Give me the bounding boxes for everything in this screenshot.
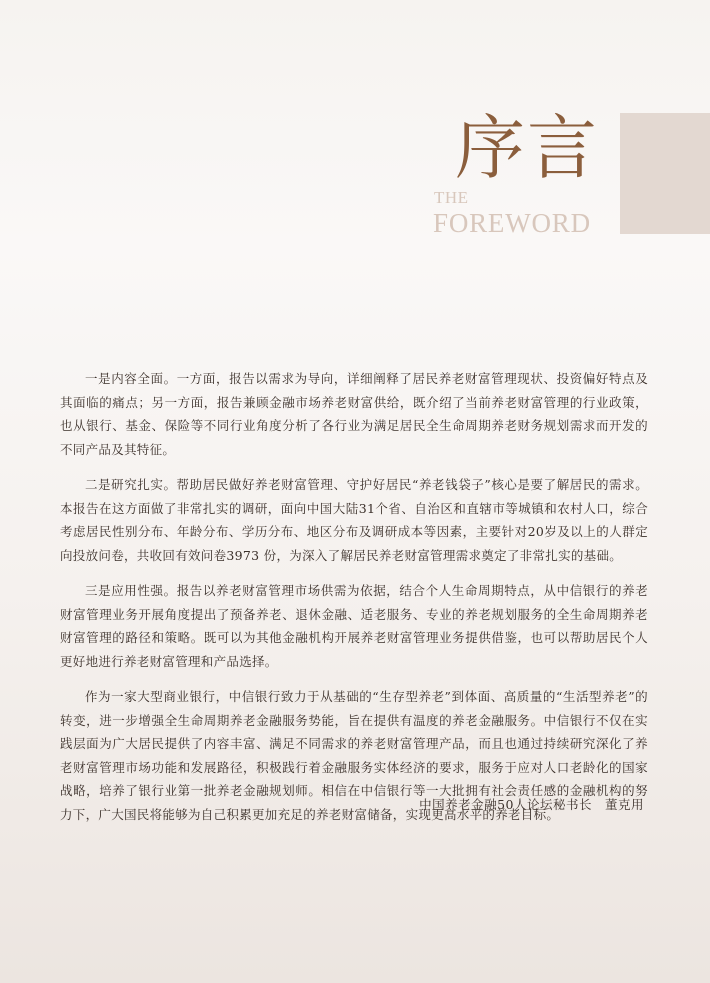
page-title: 序言 [455,107,599,189]
english-subtitle-line1: THE [434,188,469,207]
author-signature: 中国养老金融50人论坛秘书长 董克用 [419,797,644,812]
body-text [60,367,648,838]
paragraph-content-comprehensive: 一是内容全面。一方面，报告以需求为导向，详细阐释了居民养老财富管理现状、投资偏好特点及其面临的痛点；另一方面，报告兼顾金融市场养老财富供给，既介绍了当前养老财富管理的行业政策，也从银行、基金、保险等不同行业角度分析了各行业为满足居民全生命周期养老财务规划需求而开发的不同产品及其特征。 [60,371,648,457]
paragraph-citic-bank: 作为一家大型商业银行，中信银行致力于从基础的“生存型养老”到体面、高质量的“生活型养老”的转变，进一步增强全生命周期养老金融服务势能，旨在提供有温度的养老金融服务。中信银行不仅在实践层面为广大居民提供了内容丰富、满足不同需求的养老财富管理产品，而且也通过持续研究深化了养老财富管理市场功能和发展路径，积极践行着金融服务实体经济的要求，服务于应对人口老龄化的国家战略，培养了银行业第一批养老金融规划师。相信在中信银行等一大批拥有社会责任感的金融机构的努力下，广大国民将能够为自己积累更加充足的养老财富储备，实现更高水平的养老目标。 [60,689,648,822]
paragraph-solid-research: 二是研究扎实。帮助居民做好养老财富管理、守护好居民“养老钱袋子”核心是要了解居民的需求。本报告在这方面做了非常扎实的调研，面向中国大陆31个省、自治区和直辖市等城镇和农村人口，综合考虑居民性别分布、年龄分布、学历分布、地区分布及调研成本等因素，主要针对20岁及以上的人群定向投放问卷，共收回有效问卷3973 份，为深入了解居民养老财富管理需求奠定了非常扎实的基础。 [60,477,648,563]
english-subtitle-line2: FOREWORD [433,208,591,238]
paragraph-strong-application: 三是应用性强。报告以养老财富管理市场供需为依据，结合个人生命周期特点，从中信银行的养老财富管理业务开展角度提出了预备养老、退休金融、适老服务、专业的养老规划服务的全生命周期养老财富管理的路径和策略。既可以为其他金融机构开展养老财富管理业务提供借鉴，也可以帮助居民个人更好地进行养老财富管理和产品选择。 [60,583,648,669]
decorative-accent-block [620,113,710,234]
